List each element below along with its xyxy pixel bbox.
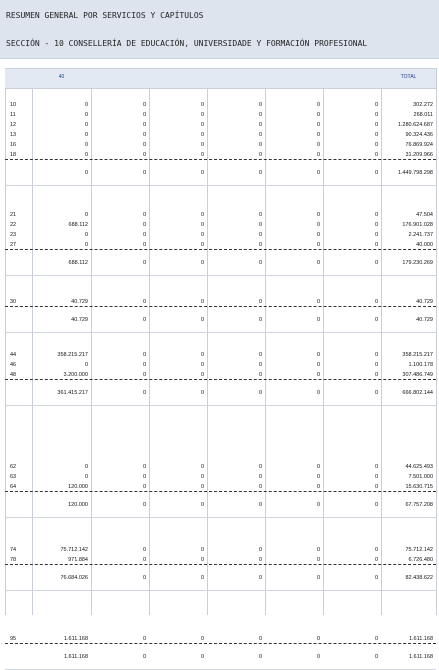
cell-value: 0 [258,122,262,128]
report-header [0,0,439,59]
table-row [5,101,436,110]
cell-value: 0 [200,474,204,480]
group-divider [5,275,436,276]
cell-value: 40.729 [71,299,88,305]
cell-value: 0 [374,222,378,228]
cell-value: 0 [316,102,320,108]
cell-value: 0 [200,102,204,108]
row-code: 74 [10,547,17,553]
cell-value: 0 [142,575,146,581]
subtotal-divider [5,643,436,644]
cell-value: 0 [374,299,378,305]
cell-value: 0 [200,636,204,642]
cell-value: 0 [374,212,378,218]
subtotal-divider [5,249,436,250]
subtotal-row [5,653,436,662]
cell-value: 0 [258,372,262,378]
section-title: SECCIÓN - 10 CONSELLERÍA DE EDUCACIÓN, UNIVERSIDADE Y FORMACIÓN PROFESIONAL [6,39,368,48]
row-code: 16 [10,142,17,148]
table-row [5,141,436,150]
subtotal-divider [5,306,436,307]
cell-value: 0 [84,112,88,118]
row-code: 30 [10,299,17,305]
cell-value: 0 [316,152,320,158]
subtotal-row [5,389,436,398]
cell-value: 0 [374,654,378,660]
table-row [5,131,436,140]
cell-value: 47.504 [416,212,433,218]
table-row [5,473,436,482]
cell-value: 0 [200,547,204,553]
cell-value: 0 [200,170,204,176]
cell-value: 688.112 [68,222,88,228]
cell-value: 358.215.217 [57,352,88,358]
cell-value: 0 [142,212,146,218]
cell-value: 0 [200,352,204,358]
cell-value: 666.802.144 [402,390,433,396]
cell-value: 0 [200,575,204,581]
table-row [5,121,436,130]
cell-value: 0 [258,547,262,553]
cell-value: 0 [84,474,88,480]
cell-value: 0 [374,557,378,563]
row-code: 18 [10,152,17,158]
cell-value: 0 [142,352,146,358]
cell-value: 0 [84,242,88,248]
cell-value: 0 [316,654,320,660]
row-code: 95 [10,636,17,642]
row-code: 12 [10,122,17,128]
cell-value: 0 [142,170,146,176]
row-code: 46 [10,362,17,368]
cell-value: 0 [374,362,378,368]
cell-value: 0 [316,242,320,248]
cell-value: 0 [316,212,320,218]
cell-value: 0 [142,636,146,642]
cell-value: 0 [316,502,320,508]
cell-value: 0 [258,222,262,228]
cell-value: 0 [142,654,146,660]
cell-value: 40.729 [416,299,433,305]
cell-value: 688.112 [68,260,88,266]
cell-value: 0 [84,232,88,238]
cell-value: 0 [200,390,204,396]
cell-value: 0 [142,242,146,248]
cell-value: 0 [142,132,146,138]
cell-value: 0 [142,390,146,396]
cell-value: 0 [374,372,378,378]
cell-value: 1.611.168 [63,654,88,660]
cell-value: 75.712.142 [405,547,433,553]
cell-value: 0 [316,474,320,480]
cell-value: 0 [374,636,378,642]
cell-value: 0 [258,390,262,396]
cell-value: 0 [200,152,204,158]
cell-value: 0 [316,372,320,378]
cell-value: 0 [142,122,146,128]
cell-value: 1.100.178 [408,362,433,368]
cell-value: 0 [316,122,320,128]
cell-value: 1.280.624.687 [397,122,433,128]
table-row [5,211,436,220]
cell-value: 0 [200,132,204,138]
cell-value: 120.000 [68,484,88,490]
cell-value: 0 [200,502,204,508]
cell-value: 76.869.924 [405,142,433,148]
table-row [5,231,436,240]
cell-value: 0 [84,464,88,470]
cell-value: 0 [142,142,146,148]
cell-value: 0 [316,222,320,228]
subtotal-divider [5,491,436,492]
cell-value: 40.000 [416,242,433,248]
cell-value: 0 [316,464,320,470]
cell-value: 0 [258,575,262,581]
cell-value: 0 [200,212,204,218]
cell-value: 0 [84,102,88,108]
cell-value: 44.625.493 [405,464,433,470]
subtotal-divider [5,159,436,160]
cell-value: 0 [258,464,262,470]
cell-value: 0 [374,142,378,148]
cell-value: 0 [258,142,262,148]
cell-value: 302.272 [413,102,433,108]
table-row [5,463,436,472]
cell-value: 82.438.622 [405,575,433,581]
cell-value: 0 [142,232,146,238]
group-divider [5,590,436,591]
column-rule [436,68,437,615]
subtotal-row [5,574,436,583]
cell-value: 0 [316,170,320,176]
cell-value: 0 [374,242,378,248]
cell-value: 0 [316,232,320,238]
cell-value: 0 [374,152,378,158]
cell-value: 0 [258,557,262,563]
cell-value: 0 [258,484,262,490]
cell-value: 0 [316,317,320,323]
cell-value: 0 [84,212,88,218]
subtotal-row [5,316,436,325]
cell-value: 0 [316,484,320,490]
cell-value: 0 [374,317,378,323]
cell-value: 0 [84,122,88,128]
cell-value: 2.241.737 [408,232,433,238]
cell-value: 0 [316,390,320,396]
subtotal-row [5,169,436,178]
cell-value: 0 [84,132,88,138]
cell-value: 0 [84,170,88,176]
cell-value: 0 [374,474,378,480]
cell-value: 0 [374,102,378,108]
cell-value: 0 [200,464,204,470]
cell-value: 40.729 [71,317,88,323]
cell-value: 0 [200,299,204,305]
cell-value: 0 [316,575,320,581]
cell-value: 0 [258,636,262,642]
cell-value: 0 [258,260,262,266]
cell-value: 0 [374,484,378,490]
cell-value: 0 [258,102,262,108]
cell-value: 0 [258,362,262,368]
cell-value: 0 [142,372,146,378]
cell-value: 0 [142,152,146,158]
group-divider [5,185,436,186]
row-code: 10 [10,102,17,108]
cell-value: 307.486.749 [402,372,433,378]
group-divider [5,332,436,333]
cell-value: 0 [374,232,378,238]
row-code: 27 [10,242,17,248]
cell-value: 0 [374,260,378,266]
cell-value: 0 [258,654,262,660]
cell-value: 0 [200,122,204,128]
cell-value: 0 [374,547,378,553]
cell-value: 0 [142,299,146,305]
cell-value: 0 [374,575,378,581]
cell-value: 0 [258,232,262,238]
cell-value: 0 [200,484,204,490]
cell-value: 0 [142,484,146,490]
cell-value: 0 [258,474,262,480]
table-row [5,361,436,370]
table-row [5,111,436,120]
cell-value: 0 [142,464,146,470]
cell-value: 0 [200,362,204,368]
cell-value: 67.757.208 [405,502,433,508]
cell-value: 361.415.217 [57,390,88,396]
cell-value: 971.884 [68,557,88,563]
cell-value: 0 [316,362,320,368]
row-code: 21 [10,212,17,218]
cell-value: 0 [200,142,204,148]
cell-value: 0 [316,352,320,358]
cell-value: 76.684.026 [60,575,88,581]
cell-value: 3.200.000 [63,372,88,378]
cell-value: 0 [374,112,378,118]
cell-value: 0 [142,102,146,108]
cell-value: 75.712.142 [60,547,88,553]
cell-value: 120.000 [68,502,88,508]
report-title: RESUMEN GENERAL POR SERVICIOS Y CAPÍTULOS [6,11,204,20]
row-code: 11 [10,112,16,118]
cell-value: 0 [258,132,262,138]
cell-value: 40.729 [416,317,433,323]
cell-value: 0 [142,547,146,553]
cell-value: 0 [200,112,204,118]
summary-table [5,68,436,660]
row-code: 64 [10,484,17,490]
cell-value: 0 [374,132,378,138]
subtotal-divider [5,379,436,380]
cell-value: 31.209.966 [405,152,433,158]
cell-value: 0 [374,502,378,508]
cell-value: 0 [316,547,320,553]
cell-value: 358.215.217 [402,352,433,358]
column-header: TOTAL [400,74,417,80]
cell-value: 0 [316,112,320,118]
cell-value: 0 [200,222,204,228]
row-code: 22 [10,222,17,228]
cell-value: 0 [142,557,146,563]
cell-value: 0 [142,317,146,323]
cell-value: 268.011 [413,112,433,118]
cell-value: 0 [142,474,146,480]
row-code: 13 [10,132,17,138]
group-divider [5,405,436,406]
cell-value: 0 [374,170,378,176]
cell-value: 0 [142,362,146,368]
cell-value: 0 [258,212,262,218]
subtotal-row [5,259,436,268]
cell-value: 0 [258,242,262,248]
cell-value: 7.501.000 [408,474,433,480]
cell-value: 6.726.480 [408,557,433,563]
row-code: 48 [10,372,17,378]
cell-value: 0 [84,142,88,148]
cell-value: 0 [374,352,378,358]
cell-value: 0 [200,260,204,266]
column-header: 40 [58,74,65,80]
cell-value: 0 [316,557,320,563]
cell-value: 0 [316,132,320,138]
cell-value: 0 [258,170,262,176]
cell-value: 0 [142,502,146,508]
cell-value: 0 [316,636,320,642]
cell-value: 0 [374,464,378,470]
cell-value: 0 [84,362,88,368]
cell-value: 0 [258,152,262,158]
cell-value: 1.611.168 [408,654,433,660]
cell-value: 0 [200,372,204,378]
subtotal-divider [5,564,436,565]
cell-value: 0 [200,232,204,238]
group-divider [5,517,436,518]
table-row [5,221,436,230]
subtotal-row [5,501,436,510]
cell-value: 0 [316,260,320,266]
cell-value: 0 [142,112,146,118]
cell-value: 1.449.798.298 [397,170,433,176]
cell-value: 1.611.168 [63,636,88,642]
row-code: 62 [10,464,17,470]
cell-value: 15.630.715 [405,484,433,490]
cell-value: 0 [200,242,204,248]
cell-value: 0 [258,299,262,305]
cell-value: 0 [258,502,262,508]
cell-value: 0 [84,152,88,158]
row-code: 63 [10,474,17,480]
cell-value: 90.324.436 [405,132,433,138]
table-row [5,351,436,360]
row-code: 23 [10,232,17,238]
cell-value: 0 [374,122,378,128]
row-code: 44 [10,352,17,358]
cell-value: 0 [258,112,262,118]
cell-value: 0 [316,299,320,305]
cell-value: 0 [200,557,204,563]
cell-value: 0 [374,390,378,396]
cell-value: 0 [142,260,146,266]
cell-value: 176.901.028 [402,222,433,228]
cell-value: 179.230.269 [402,260,433,266]
cell-value: 1.611.168 [408,636,433,642]
row-code: 78 [10,557,17,563]
cell-value: 0 [258,352,262,358]
cell-value: 0 [200,317,204,323]
cell-value: 0 [200,654,204,660]
cell-value: 0 [258,317,262,323]
cell-value: 0 [142,222,146,228]
cell-value: 0 [316,142,320,148]
table-row [5,546,436,555]
